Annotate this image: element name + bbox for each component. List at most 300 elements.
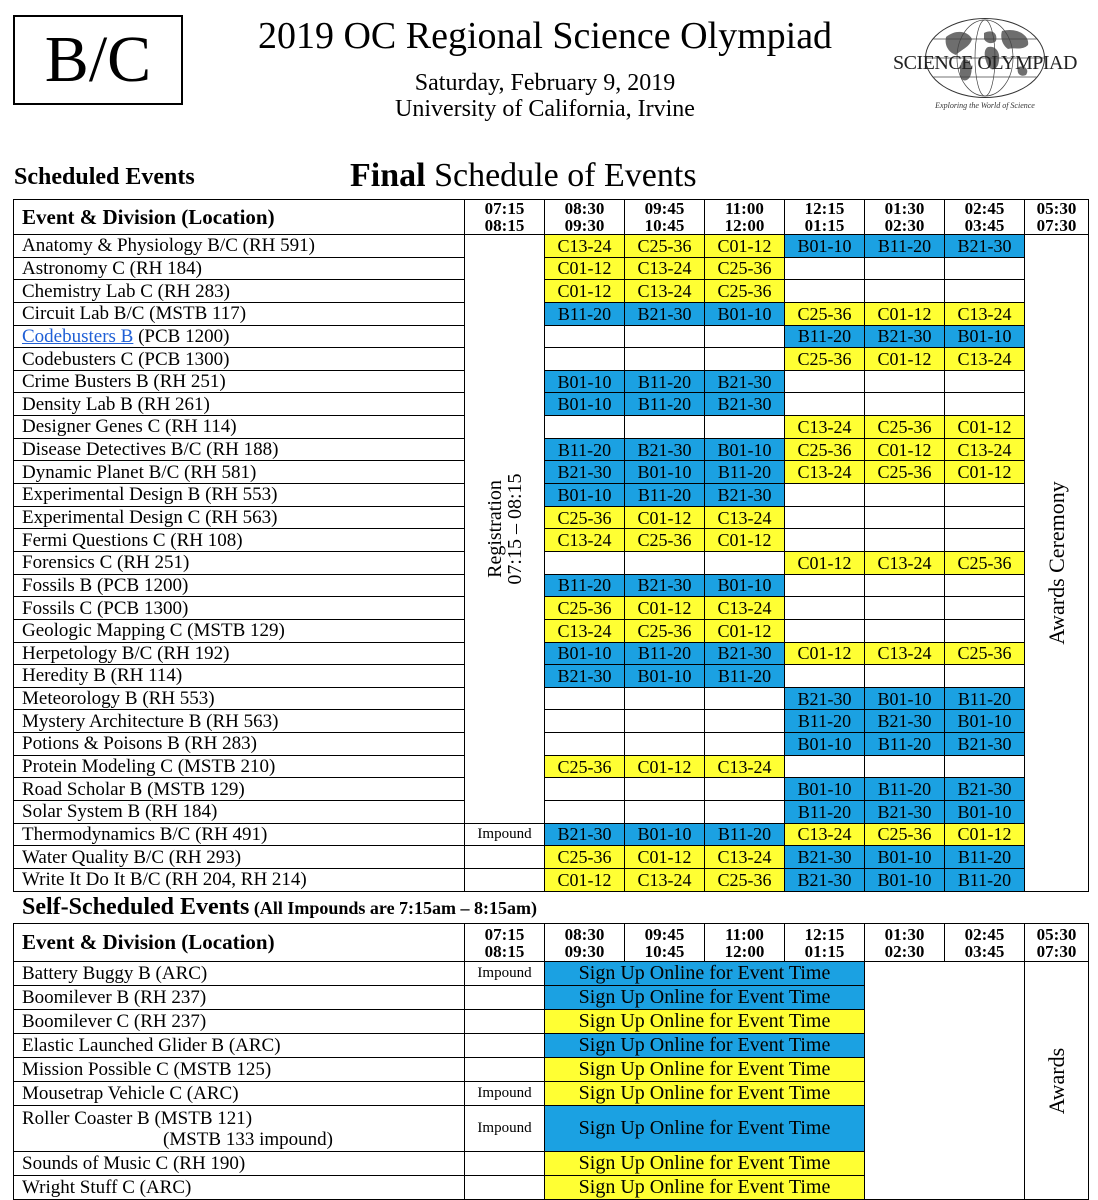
time-slot-cell [545,416,625,439]
event-name [14,710,465,733]
event-link[interactable]: Codebusters B [22,325,134,347]
event-label: Herpetology B/C (RH 192) [22,642,230,664]
time-end: 02:30 [884,216,925,235]
time-slot-cell [945,529,1025,552]
time-slot-cell [705,710,785,733]
time-slot-cell [705,551,785,574]
time-slot-cell [785,393,865,416]
time-start: 07:15 [484,199,525,218]
impound-cell [465,1034,545,1058]
signup-cell[interactable]: Sign Up Online for Event Time [545,1176,865,1200]
time-slot-cell: B11-20 [865,733,945,756]
time-slot-cell: C01-12 [945,461,1025,484]
event-name [14,280,465,303]
time-slot-cell [865,484,945,507]
time-slot-cell [945,574,1025,597]
time-slot-cell: C01-12 [945,823,1025,846]
table-row [14,302,1089,325]
time-slot-cell: C25-36 [625,529,705,552]
time-end: 12:00 [724,216,765,235]
table-row [14,733,1089,756]
event-label: Potions & Poisons B (RH 283) [22,733,257,755]
time-slot-cell: B21-30 [705,642,785,665]
time-slot-cell: C13-24 [625,868,705,891]
time-slot-cell: C01-12 [865,348,945,371]
event-label: Elastic Launched Glider B (ARC) [22,1035,281,1056]
time-slot-cell: B01-10 [945,325,1025,348]
event-label: Boomilever C (RH 237) [22,1011,207,1032]
time-slot-cell [785,257,865,280]
time-start: 07:15 [484,924,525,944]
time-slot-cell [945,393,1025,416]
table-row [14,710,1089,733]
registration-label [485,473,525,584]
time-slot-cell: B01-10 [865,687,945,710]
event-label: Protein Modeling C (MSTB 210) [22,756,276,778]
event-label: Fossils C (PCB 1300) [22,597,189,619]
time-slot-cell [785,506,865,529]
time-slot-cell: B01-10 [785,235,865,258]
table-row [14,551,1089,574]
time-slot-cell [865,619,945,642]
time-slot-cell [625,733,705,756]
time-start: 11:00 [725,924,764,944]
header-row [14,200,1089,235]
time-slot-cell [945,597,1025,620]
time-column-header [465,924,545,962]
time-start: 12:15 [804,199,845,218]
table-row [14,801,1089,824]
time-slot-cell: C25-36 [545,506,625,529]
page-title: 2019 OC Regional Science Olympiad [257,15,833,57]
event-name [14,962,465,986]
time-slot-cell: B21-30 [625,438,705,461]
time-slot-cell: C01-12 [785,551,865,574]
time-slot-cell [865,529,945,552]
time-start: 08:30 [564,199,605,218]
event-label: Mystery Architecture B (RH 563) [22,710,279,732]
impound-cell [465,1152,545,1176]
event-name [14,325,465,348]
time-slot-cell: C01-12 [945,416,1025,439]
table-row [14,529,1089,552]
event-name [14,801,465,824]
event-label: Roller Coaster B (MSTB 121) [22,1107,253,1129]
time-slot-cell: C13-24 [625,280,705,303]
table-row [14,755,1089,778]
time-slot-cell: C01-12 [865,438,945,461]
time-slot-cell: B01-10 [705,438,785,461]
time-slot-cell: C25-36 [625,235,705,258]
event-label: Solar System B (RH 184) [22,801,218,823]
time-slot-cell: C25-36 [625,619,705,642]
event-name [14,1034,465,1058]
table-row [14,416,1089,439]
time-slot-cell: C01-12 [625,597,705,620]
signup-cell[interactable]: Sign Up Online for Event Time [545,1034,865,1058]
time-slot-cell: C25-36 [705,257,785,280]
time-slot-cell [945,280,1025,303]
table-row [14,438,1089,461]
event-label: Sounds of Music C (RH 190) [22,1153,246,1174]
time-slot-cell: B01-10 [625,665,705,688]
event-label: Anatomy & Physiology B/C (RH 591) [22,235,315,257]
awards-ceremony-cell [1025,235,1089,892]
event-name [14,393,465,416]
time-slot-cell [545,801,625,824]
time-end: 03:45 [964,216,1005,235]
table-row [14,348,1089,371]
time-slot-cell: C25-36 [785,348,865,371]
time-slot-cell: C13-24 [785,823,865,846]
time-slot-cell: B01-10 [865,868,945,891]
time-slot-cell [865,393,945,416]
time-start: 01:30 [884,199,925,218]
time-column-header [945,924,1025,962]
event-name [14,846,465,869]
time-slot-cell: C25-36 [545,846,625,869]
event-name [14,461,465,484]
table-row [14,962,1089,986]
time-slot-cell [625,348,705,371]
event-name [14,665,465,688]
time-slot-cell: B21-30 [625,302,705,325]
time-slot-cell [785,280,865,303]
event-label: Astronomy C (RH 184) [22,257,202,279]
time-slot-cell: C25-36 [705,868,785,891]
time-slot-cell: C25-36 [785,438,865,461]
time-slot-cell: B21-30 [625,574,705,597]
time-end: 01:15 [804,941,845,961]
time-slot-cell: C25-36 [865,416,945,439]
impound-cell: Impound [465,1082,545,1106]
empty-slot-cell [865,962,1025,1200]
time-slot-cell: B11-20 [625,370,705,393]
time-start: 05:30 [1036,924,1077,944]
event-label: Fermi Questions C (RH 108) [22,529,243,551]
time-slot-cell: B21-30 [865,325,945,348]
event-name [14,529,465,552]
event-label: Experimental Design C (RH 563) [22,507,278,528]
time-slot-cell [865,257,945,280]
time-slot-cell: B11-20 [945,846,1025,869]
signup-cell[interactable]: Sign Up Online for Event Time [545,1106,865,1152]
time-slot-cell: C01-12 [865,302,945,325]
table-row [14,461,1089,484]
time-column-header [865,924,945,962]
event-label: Thermodynamics B/C (RH 491) [22,823,268,845]
time-column-header [705,924,785,962]
time-slot-cell [625,778,705,801]
time-slot-cell [625,325,705,348]
time-slot-cell: C13-24 [625,257,705,280]
time-slot-cell [705,733,785,756]
time-slot-cell: B01-10 [545,370,625,393]
event-name [14,642,465,665]
time-slot-cell: C13-24 [865,551,945,574]
time-slot-cell: C25-36 [865,461,945,484]
event-name [14,1106,465,1152]
logo-tagline: Exploring the World of Science [935,101,1035,110]
self-scheduled-heading [22,892,537,923]
time-slot-cell: C25-36 [785,302,865,325]
event-label: Battery Buggy B (ARC) [22,963,208,984]
time-end: 07:30 [1036,216,1077,235]
time-slot-cell: B11-20 [625,642,705,665]
event-location: (PCB 1200) [133,325,230,347]
time-column-header [705,200,785,235]
time-slot-cell [545,348,625,371]
division-badge: B/C [13,15,183,105]
time-slot-cell: B11-20 [545,574,625,597]
event-name [14,574,465,597]
time-slot-cell: B11-20 [545,438,625,461]
time-column-header [545,924,625,962]
table-row [14,257,1089,280]
awards-ceremony-label: Awards Ceremony [1043,481,1069,645]
time-start: 11:00 [725,199,764,218]
time-slot-cell: B11-20 [865,778,945,801]
table-row [14,619,1089,642]
table-row [14,484,1089,507]
table-row [14,370,1089,393]
event-name [14,823,465,846]
time-slot-cell [545,325,625,348]
event-label: Mousetrap Vehicle C (ARC) [22,1083,239,1104]
time-end: 01:15 [804,216,845,235]
time-slot-cell [945,370,1025,393]
time-slot-cell: B01-10 [945,710,1025,733]
time-column-header [465,200,545,235]
time-slot-cell: C25-36 [945,642,1025,665]
event-name [14,484,465,507]
time-slot-cell: B11-20 [625,393,705,416]
time-slot-cell: B21-30 [705,393,785,416]
signup-cell[interactable]: Sign Up Online for Event Time [545,1058,865,1082]
time-end: 10:45 [644,941,685,961]
event-label: Mission Possible C (MSTB 125) [22,1059,272,1080]
time-slot-cell: C01-12 [625,846,705,869]
signup-cell[interactable]: Sign Up Online for Event Time [545,1082,865,1106]
time-end: 07:30 [1036,941,1077,961]
event-label: Chemistry Lab C (RH 283) [22,280,230,302]
time-slot-cell: B21-30 [865,801,945,824]
table-row [14,778,1089,801]
time-slot-cell: C13-24 [945,302,1025,325]
impound-cell [465,868,545,891]
table-row [14,325,1089,348]
time-slot-cell: B21-30 [945,235,1025,258]
time-slot-cell: B01-10 [625,823,705,846]
event-label: Disease Detectives B/C (RH 188) [22,439,279,461]
impound-cell: Impound [465,1106,545,1152]
table-row [14,280,1089,303]
time-slot-cell [705,325,785,348]
time-slot-cell: C13-24 [945,438,1025,461]
time-slot-cell: B21-30 [545,665,625,688]
event-name [14,755,465,778]
event-name [14,687,465,710]
time-slot-cell [945,665,1025,688]
impound-cell [465,846,545,869]
logo-wordmark: SCIENCE OLYMPIAD [893,52,1077,74]
time-slot-cell [545,551,625,574]
time-slot-cell: B21-30 [785,687,865,710]
event-label: Forensics C (RH 251) [22,552,190,574]
time-slot-cell: B01-10 [865,846,945,869]
event-label: Meteorology B (RH 553) [22,688,215,710]
time-end: 09:30 [564,216,605,235]
time-slot-cell [785,665,865,688]
time-start: 09:45 [644,199,685,218]
event-name [14,1152,465,1176]
time-slot-cell [545,733,625,756]
time-slot-cell [865,665,945,688]
table-row [14,846,1089,869]
time-slot-cell: C01-12 [625,755,705,778]
self-scheduled-note: (All Impounds are 7:15am – 8:15am) [249,898,538,918]
impound-cell [465,1010,545,1034]
event-label: Experimental Design B (RH 553) [22,484,278,506]
time-slot-cell: B21-30 [705,484,785,507]
schedule-title [350,156,697,196]
time-slot-cell: C25-36 [705,280,785,303]
schedule-title-rest: Schedule of Events [425,157,697,194]
time-slot-cell: B21-30 [865,710,945,733]
event-label-line2: (MSTB 133 impound) [163,1128,333,1150]
time-slot-cell: C13-24 [705,597,785,620]
time-column-header [545,200,625,235]
event-label: Geologic Mapping C (MSTB 129) [22,620,285,642]
time-slot-cell [945,755,1025,778]
time-slot-cell: B01-10 [545,393,625,416]
time-slot-cell [945,484,1025,507]
table-row [14,642,1089,665]
table-row [14,868,1089,891]
time-slot-cell: C01-12 [545,257,625,280]
time-slot-cell: B01-10 [785,733,865,756]
event-label: Boomilever B (RH 237) [22,987,207,1008]
impound-cell [465,1176,545,1200]
time-slot-cell: B11-20 [545,302,625,325]
awards-label: Awards [1043,1047,1069,1114]
time-slot-cell [705,687,785,710]
time-slot-cell: B01-10 [705,302,785,325]
signup-cell[interactable]: Sign Up Online for Event Time [545,962,865,986]
time-slot-cell [865,755,945,778]
time-end: 12:00 [724,941,765,961]
registration-time: 07:15 – 08:15 [503,473,526,585]
time-slot-cell: B01-10 [545,642,625,665]
time-slot-cell: C01-12 [705,529,785,552]
time-end: 10:45 [644,216,685,235]
time-slot-cell [545,710,625,733]
time-slot-cell [785,484,865,507]
signup-cell[interactable]: Sign Up Online for Event Time [545,1152,865,1176]
time-slot-cell: C25-36 [865,823,945,846]
time-slot-cell [945,257,1025,280]
time-slot-cell: C13-24 [945,348,1025,371]
time-slot-cell: B11-20 [785,325,865,348]
time-slot-cell: B21-30 [545,823,625,846]
time-slot-cell: B11-20 [945,687,1025,710]
time-start: 09:45 [644,924,685,944]
event-name [14,416,465,439]
signup-cell[interactable]: Sign Up Online for Event Time [545,1010,865,1034]
event-label: Fossils B (PCB 1200) [22,574,189,596]
time-slot-cell: C13-24 [785,416,865,439]
time-slot-cell: C13-24 [785,461,865,484]
time-slot-cell: B11-20 [945,868,1025,891]
time-slot-cell [625,710,705,733]
event-label: Write It Do It B/C (RH 204, RH 214) [22,869,307,891]
time-slot-cell: B21-30 [785,846,865,869]
time-slot-cell: B11-20 [705,665,785,688]
time-end: 02:30 [884,941,925,961]
self-scheduled-table [13,923,1089,1200]
time-start: 08:30 [564,924,605,944]
event-name [14,778,465,801]
time-slot-cell: B11-20 [705,461,785,484]
time-column-header [1025,200,1089,235]
time-slot-cell [785,370,865,393]
time-slot-cell: C13-24 [705,846,785,869]
table-row [14,393,1089,416]
time-slot-cell [785,597,865,620]
event-name [14,438,465,461]
event-name [14,1082,465,1106]
self-scheduled-title: Self-Scheduled Events [22,894,250,920]
time-slot-cell: C01-12 [785,642,865,665]
scheduled-events-heading: Scheduled Events [14,164,195,190]
time-slot-cell: B11-20 [865,235,945,258]
event-name [14,257,465,280]
event-column-header: Event & Division (Location) [14,924,465,962]
table-row [14,235,1089,258]
event-name [14,302,465,325]
event-label: Road Scholar B (MSTB 129) [22,778,245,800]
event-name [14,1176,465,1200]
table-row [14,574,1089,597]
time-column-header [785,924,865,962]
scheduled-events-table [13,199,1089,892]
time-slot-cell: C13-24 [705,755,785,778]
time-column-header [625,924,705,962]
time-end: 09:30 [564,941,605,961]
time-start: 05:30 [1036,199,1077,218]
time-slot-cell [705,416,785,439]
time-slot-cell: C13-24 [545,529,625,552]
event-label: Wright Stuff C (ARC) [22,1177,192,1198]
event-label: Designer Genes C (RH 114) [22,416,237,438]
time-start: 02:45 [964,924,1005,944]
time-slot-cell: B11-20 [625,484,705,507]
registration-cell [465,235,545,824]
time-slot-cell: C25-36 [945,551,1025,574]
time-slot-cell [625,551,705,574]
event-column-header: Event & Division (Location) [14,200,465,235]
time-slot-cell [625,687,705,710]
time-slot-cell [705,348,785,371]
event-label: Codebusters C (PCB 1300) [22,348,230,370]
event-venue: University of California, Irvine [395,96,695,122]
time-column-header [1025,924,1089,962]
signup-cell[interactable]: Sign Up Online for Event Time [545,986,865,1010]
time-slot-cell [705,801,785,824]
time-slot-cell: C01-12 [705,235,785,258]
time-slot-cell: C25-36 [545,597,625,620]
header-row [14,924,1089,962]
